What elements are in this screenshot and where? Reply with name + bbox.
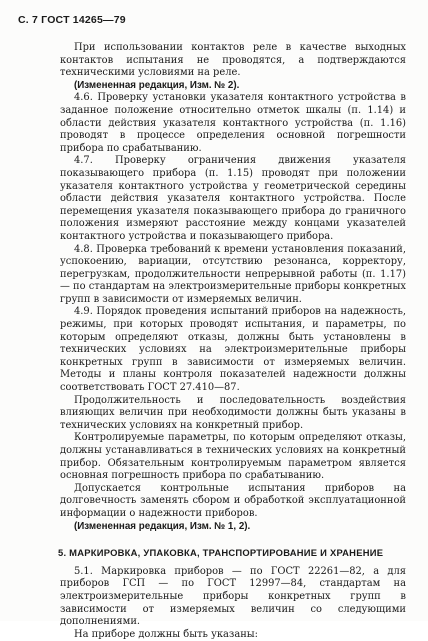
paragraph-4-6: 4.6. Проверку установки указателя контактного устройства в заданное положение относительно отметок шкалы (п. 1.14) и области действия указателя контактного устройства (п. 1.16) проводят в процессе определения основной погрешности прибора по срабатыванию. (60, 92, 406, 154)
paragraph-5-1-list-intro: На приборе должны быть указаны: (74, 628, 258, 640)
section-heading-5: 5. МАРКИРОВКА, УПАКОВКА, ТРАНСПОРТИРОВАНИЕ И ХРАНЕНИЕ (58, 547, 384, 559)
page-header: С. 7 ГОСТ 14265—79 (18, 14, 126, 26)
amendment-note: (Измененная редакция, Изм. № 2). (74, 79, 240, 91)
paragraph-relay-contacts: При использовании контактов реле в качестве выходных контактов испытания не проводятся, а подтверждаются техническими условиями на реле. (60, 42, 406, 79)
paragraph-5-1: 5.1. Маркировка приборов — по ГОСТ 22261—82, а для приборов ГСП — по ГОСТ 12997—84, стандартам на электроизмерительные приборы конкретных групп в зависимости от измеряемых величин со следующими дополнениями. (60, 565, 406, 628)
paragraph-4-9-duration: Продолжительность и последовательность воздействия влияющих величин при необходимости должны быть указаны в технических условиях на конкретный прибор. (60, 394, 406, 431)
paragraph-4-9: 4.9. Порядок проведения испытаний приборов на надежность, режимы, при которых проводят испытания, и параметры, по которым определяют отказы, должны быть установлены в технических условиях на электроизмерительные приборы конкретных групп в зависимости от измеряемых величин. Методы и планы контроля показателей надежности должны соответствовать ГОСТ 27.410—87. (60, 306, 406, 394)
document-body (60, 42, 406, 641)
amendment-note-2: (Измененная редакция, Изм. № 1, 2). (74, 520, 251, 532)
paragraph-4-9-parameters: Контролируемые параметры, по которым определяют отказы, должны устанавливаться в технических условиях на конкретный прибор. Обязательным контролируемым параметром является основная погрешность прибора по срабатыванию. (60, 432, 406, 482)
paragraph-4-7: 4.7. Проверку ограничения движения указателя показывающего прибора (п. 1.15) проводят при положении указателя контактного устройства у геометрической середины области действия указателя контактного устройства. После перемещения указателя показывающего прибора до граничного положения измеряют расстояние между концами указателей контактного устройства и показывающего прибора. (60, 155, 406, 242)
paragraph-4-9-durability: Допускается контрольные испытания приборов на долговечность заменять сбором и обработкой эксплуатационной информации о надежности приборов. (60, 482, 406, 519)
paragraph-4-8: 4.8. Проверка требований к времени установления показаний, успокоению, вариации, отсутствию резонанса, корректору, перегрузкам, продолжительности непрерывной работы (п. 1.17) — по стандартам на электроизмерительные приборы конкретных групп в зависимости от измеряемых величин. (60, 243, 406, 305)
